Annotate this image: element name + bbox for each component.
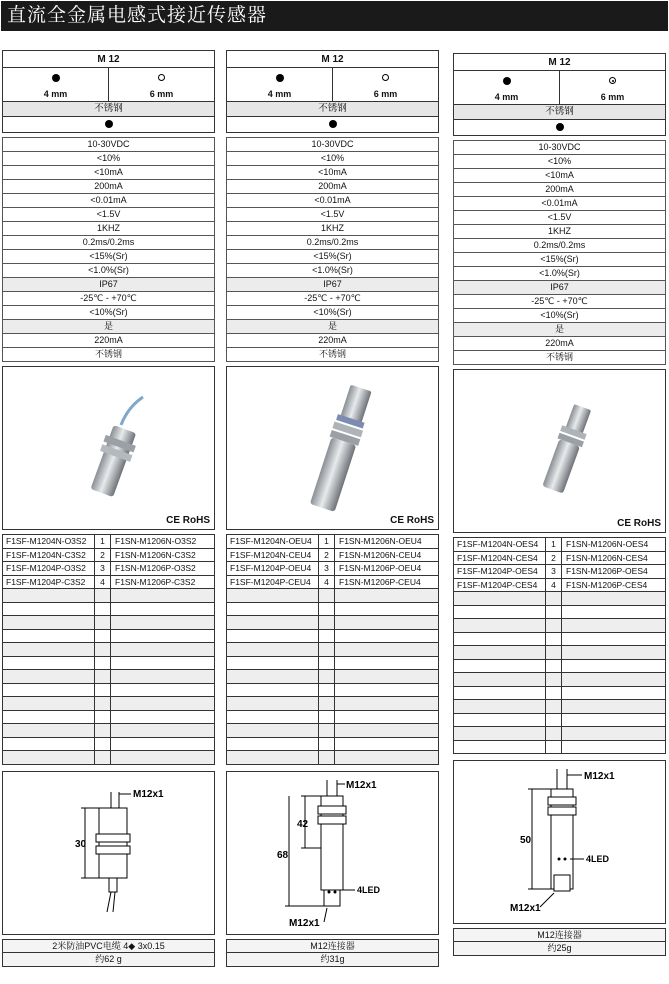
product-column-1	[2, 50, 215, 967]
spec-voltage-drop: <1.5V	[2, 208, 215, 222]
length-label: 30	[75, 838, 87, 850]
model-row: F1SF-M1204N-C3S2 2 F1SN-M1206N-C3S2	[2, 549, 215, 563]
empty-row	[453, 714, 666, 728]
empty-row	[226, 697, 439, 711]
spec-temp-drift: <10%(Sr)	[226, 306, 439, 320]
non-flush-mount-icon	[158, 74, 165, 81]
empty-row	[2, 724, 215, 738]
spec-leakage: <0.01mA	[453, 197, 666, 211]
model-table	[2, 534, 215, 765]
spec-repeatability: <1.0%(Sr)	[2, 264, 215, 278]
empty-row	[453, 700, 666, 714]
flush-mount-icon	[276, 74, 284, 82]
empty-row	[226, 751, 439, 765]
spec-voltage-drop: <1.5V	[226, 208, 439, 222]
spec-ripple: <10%	[453, 155, 666, 169]
size-header: M 12	[226, 50, 439, 68]
model-row: F1SF-M1204P-OES4 3 F1SN-M1206P-OES4	[453, 565, 666, 579]
spec-leakage: <0.01mA	[226, 194, 439, 208]
distance-nonflush: 6 mm	[149, 89, 174, 99]
connector-thread-label: M12x1	[510, 903, 541, 914]
empty-row	[453, 619, 666, 633]
spec-short-current: 220mA	[226, 334, 439, 348]
model-row: F1SF-M1204P-CES4 4 F1SN-M1206P-CES4	[453, 579, 666, 593]
spec-leakage: <0.01mA	[2, 194, 215, 208]
dimension-drawing	[453, 760, 666, 924]
spec-frequency: 1KHZ	[453, 225, 666, 239]
empty-row	[453, 592, 666, 606]
weight: 约25g	[453, 942, 666, 956]
spec-material: 不锈钢	[226, 348, 439, 362]
spec-protection: IP67	[453, 281, 666, 295]
spec-response: 0.2ms/0.2ms	[2, 236, 215, 250]
empty-row	[453, 687, 666, 701]
product-column-2	[226, 50, 439, 967]
led-label: 4LED	[586, 854, 610, 864]
mounting-row	[453, 120, 666, 136]
housing-material: 不锈钢	[453, 105, 666, 120]
empty-row	[453, 660, 666, 674]
housing-material: 不锈钢	[226, 102, 439, 117]
model-row: F1SF-M1204N-OES4 1 F1SN-M1206N-OES4	[453, 538, 666, 552]
empty-row	[453, 727, 666, 741]
spec-list	[226, 137, 439, 362]
model-table	[453, 537, 666, 754]
connector-thread-label: M12x1	[289, 917, 320, 929]
distance-flush: 4 mm	[494, 92, 519, 102]
empty-row	[2, 589, 215, 603]
weight: 约31g	[226, 953, 439, 967]
spec-hysteresis: <15%(Sr)	[453, 253, 666, 267]
empty-row	[226, 643, 439, 657]
empty-row	[2, 711, 215, 725]
distance-flush: 4 mm	[43, 89, 68, 99]
size-header: M 12	[2, 50, 215, 68]
spec-protection: IP67	[2, 278, 215, 292]
spec-short-protect: 是	[453, 323, 666, 337]
spec-load-current: 200mA	[226, 180, 439, 194]
empty-row	[2, 738, 215, 752]
empty-row	[453, 646, 666, 660]
empty-row	[2, 684, 215, 698]
thread-label: M12x1	[133, 788, 164, 800]
product-photo	[226, 366, 439, 530]
spec-load-current: 200mA	[453, 183, 666, 197]
empty-row	[226, 738, 439, 752]
dimension-drawing	[226, 771, 439, 935]
spec-load-current: 200mA	[2, 180, 215, 194]
empty-row	[2, 630, 215, 644]
mounting-row	[2, 117, 215, 133]
size-header: M 12	[453, 53, 666, 71]
empty-row	[2, 697, 215, 711]
distance-nonflush: 6 mm	[373, 89, 398, 99]
model-row: F1SF-M1204N-CEU4 2 F1SN-M1206N-CEU4	[226, 549, 439, 563]
spec-voltage: 10-30VDC	[2, 138, 215, 152]
model-row: F1SF-M1204N-CES4 2 F1SN-M1206N-CES4	[453, 552, 666, 566]
spec-response: 0.2ms/0.2ms	[226, 236, 439, 250]
spec-noload-current: <10mA	[453, 169, 666, 183]
spec-voltage-drop: <1.5V	[453, 211, 666, 225]
mounting-row	[226, 117, 439, 133]
sensing-distance	[453, 71, 666, 105]
spec-temperature: -25℃ - +70℃	[2, 292, 215, 306]
model-row: F1SF-M1204P-C3S2 4 F1SN-M1206P-C3S2	[2, 576, 215, 590]
flush-mount-icon	[556, 123, 564, 131]
flush-mount-icon	[329, 120, 337, 128]
dimension-drawing	[2, 771, 215, 935]
spec-ripple: <10%	[226, 152, 439, 166]
empty-row	[226, 630, 439, 644]
certification-logos: CE RoHS	[390, 515, 434, 526]
certification-logos: CE RoHS	[617, 518, 661, 529]
sensor-cable-image	[3, 367, 214, 529]
thread-label: M12x1	[346, 779, 377, 791]
spec-response: 0.2ms/0.2ms	[453, 239, 666, 253]
empty-row	[226, 657, 439, 671]
distance-flush: 4 mm	[267, 89, 292, 99]
empty-row	[226, 670, 439, 684]
empty-row	[2, 751, 215, 765]
empty-row	[226, 724, 439, 738]
spec-list	[453, 140, 666, 365]
spec-hysteresis: <15%(Sr)	[226, 250, 439, 264]
thread-label: M12x1	[584, 771, 615, 782]
flush-mount-icon	[52, 74, 60, 82]
spec-voltage: 10-30VDC	[226, 138, 439, 152]
led-label: 4LED	[357, 884, 381, 895]
flush-mount-icon	[503, 77, 511, 85]
empty-row	[453, 633, 666, 647]
model-table	[226, 534, 439, 765]
spec-protection: IP67	[226, 278, 439, 292]
empty-row	[226, 684, 439, 698]
spec-noload-current: <10mA	[2, 166, 215, 180]
product-column-3	[453, 53, 666, 956]
spec-short-protect: 是	[226, 320, 439, 334]
empty-row	[226, 711, 439, 725]
non-flush-mount-icon	[382, 74, 389, 81]
model-row: F1SF-M1204N-OEU4 1 F1SN-M1206N-OEU4	[226, 535, 439, 549]
spec-ripple: <10%	[2, 152, 215, 166]
housing-material: 不锈钢	[2, 102, 215, 117]
distance-nonflush: 6 mm	[600, 92, 625, 102]
sensor-connector-image	[454, 370, 665, 532]
spec-temp-drift: <10%(Sr)	[453, 309, 666, 323]
spec-noload-current: <10mA	[226, 166, 439, 180]
weight: 约62 g	[2, 953, 215, 967]
empty-row	[2, 603, 215, 617]
spec-temp-drift: <10%(Sr)	[2, 306, 215, 320]
cable-spec: 2米防油PVC电缆 4◆ 3x0.15	[2, 939, 215, 953]
spec-frequency: 1KHZ	[2, 222, 215, 236]
empty-row	[2, 657, 215, 671]
empty-row	[226, 603, 439, 617]
empty-row	[2, 616, 215, 630]
empty-row	[2, 670, 215, 684]
connector-spec: M12连接器	[226, 939, 439, 953]
model-row: F1SF-M1204P-CEU4 4 F1SN-M1206P-CEU4	[226, 576, 439, 590]
length-label-2: 68	[277, 849, 289, 861]
sensor-connector-image	[227, 367, 438, 529]
empty-row	[226, 616, 439, 630]
product-photo	[453, 369, 666, 533]
spec-repeatability: <1.0%(Sr)	[453, 267, 666, 281]
spec-list	[2, 137, 215, 362]
spec-temperature: -25℃ - +70℃	[453, 295, 666, 309]
model-row: F1SF-M1204P-O3S2 3 F1SN-M1206P-O3S2	[2, 562, 215, 576]
empty-row	[453, 741, 666, 755]
spec-short-current: 220mA	[2, 334, 215, 348]
product-photo	[2, 366, 215, 530]
connector-spec: M12连接器	[453, 928, 666, 942]
certification-logos: CE RoHS	[166, 515, 210, 526]
non-flush-mount-icon	[609, 77, 616, 84]
empty-row	[453, 606, 666, 620]
spec-voltage: 10-30VDC	[453, 141, 666, 155]
spec-short-protect: 是	[2, 320, 215, 334]
sensing-distance	[2, 68, 215, 102]
spec-frequency: 1KHZ	[226, 222, 439, 236]
empty-row	[226, 589, 439, 603]
length-label-1: 42	[297, 818, 309, 830]
sensing-distance	[226, 68, 439, 102]
spec-hysteresis: <15%(Sr)	[2, 250, 215, 264]
flush-mount-icon	[105, 120, 113, 128]
spec-temperature: -25℃ - +70℃	[226, 292, 439, 306]
model-row: F1SF-M1204N-O3S2 1 F1SN-M1206N-O3S2	[2, 535, 215, 549]
empty-row	[2, 643, 215, 657]
length-label: 50	[520, 835, 532, 846]
page-title: 直流全金属电感式接近传感器	[1, 1, 668, 31]
spec-repeatability: <1.0%(Sr)	[226, 264, 439, 278]
spec-material: 不锈钢	[453, 351, 666, 365]
spec-material: 不锈钢	[2, 348, 215, 362]
model-row: F1SF-M1204P-OEU4 3 F1SN-M1206P-OEU4	[226, 562, 439, 576]
empty-row	[453, 673, 666, 687]
spec-short-current: 220mA	[453, 337, 666, 351]
